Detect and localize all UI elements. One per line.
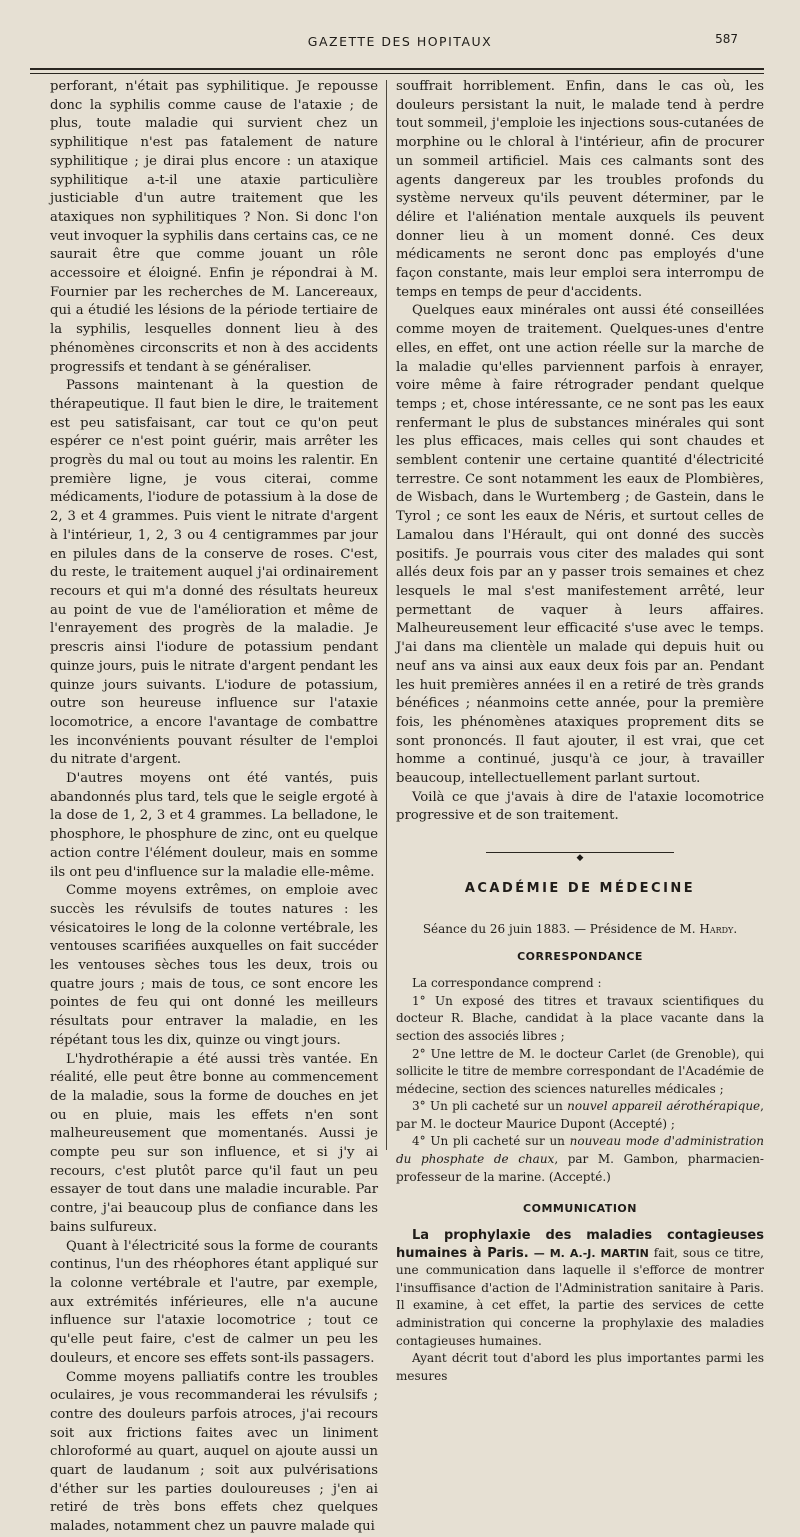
correspondance-intro: La correspondance comprend : bbox=[412, 976, 602, 991]
page-number: 587 bbox=[715, 32, 738, 46]
paragraph: Passons maintenant à la question de thérapeutique. Il faut bien le dire, le traitement est peu satisfaisant, car tout ce qu'on peut espérer ce n'est point guérir, mais arrêter les progrès du mal ou tout au moins les ralentir. En première ligne, je vous citerai, comme médicaments, l'iodure de potassium à la dose de 2, 3 et 4 grammes. Puis vient le nitrate d'argent à l'intérieur, 1, 2, 3 ou 4 centigrammes par jour en pilules dans de la conserve de roses. C'est, du reste, le traitement auquel j'ai ordinairement recours et qui m'a donné des résultats heureux au point de vue de l'amélioration et même de l'enrayement des progrès de la maladie. Je prescris ainsi l'iodure de potassium pendant quinze jours, puis le nitrate d'argent pendant les quinze jours suivants. L'iodure de potassium, outre son heureuse influence sur l'ataxie locomotrice, a encore l'avantage de combattre les inconvénients pouvant résulter de l'emploi du nitrate d'argent. bbox=[50, 378, 378, 768]
section-title: ACADÉMIE DE MÉDECINE bbox=[464, 881, 696, 897]
correspondance-item: 4° Un pli cacheté sur un nouveau mode d'administration du phosphate de chaux, par M. Gambon, pharmacien-professeur de la marine. (Accepté.) bbox=[396, 1134, 764, 1184]
communication-title: La prophylaxie des maladies contagieuses humaines à Paris. bbox=[396, 1227, 764, 1261]
paragraph: Voilà ce que j'avais à dire de l'ataxie locomotrice progressive et de son traitement. bbox=[396, 789, 764, 824]
right-column bbox=[396, 78, 764, 1383]
communication-author: — M. A.-J. MARTIN bbox=[528, 1246, 649, 1260]
communication-heading: COMMUNICATION bbox=[523, 1202, 637, 1216]
paragraph: perforant, n'était pas syphilitique. Je repousse donc la syphilis comme cause de l'ataxie ; de plus, toute maladie qui survient chez un syphilitique n'est pas fatalement de nature syphilitique ; je dirai plus encore : un ataxique syphilitique a-t-il une ataxie particulière justiciable d'un autre traitement que les ataxiques non syphilitiques ? Non. Si donc l'on veut invoquer la syphilis dans certains cas, ce ne saurait être que comme jouant un rôle accessoire et éloigné. Enfin je répondrai à M. Fournier par les recherches de M. Lancereaux, qui a étudié les lésions de la période tertiaire de la syphilis, lesquelles donnent lieu à des phénomènes circonscrits et non à des accidents progressifs et tendant à se généraliser. bbox=[50, 79, 378, 375]
left-column bbox=[50, 78, 378, 1535]
correspondance-heading: CORRESPONDANCE bbox=[517, 950, 643, 964]
diamond-ornament-icon: ◆ bbox=[574, 853, 587, 863]
paragraph: D'autres moyens ont été vantés, puis abandonnés plus tard, tels que le seigle ergoté à la dose de 1, 2, 3 et 4 grammes. La belladone, le phosphore, le phosphure de zinc, ont eu quelque action contre l'élément douleur, mais en somme ils ont peu d'influence sur la maladie elle-même. bbox=[50, 771, 378, 880]
page-header bbox=[30, 24, 770, 64]
president-name: Hardy bbox=[699, 921, 734, 936]
paragraph: souffrait horriblement. Enfin, dans le cas où, les douleurs persistant la nuit, le malade tend à perdre tout sommeil, j'emploie les injections sous-cutanées de morphine ou le chloral à l'intérieur, afin de procurer un sommeil artificiel. Mais ces calmants sont des agents dangereux par les troubles profonds du système nerveux qu'ils peuvent déterminer, par le délire et l'aliénation mentale auxquels ils peuvent donner lieu à un moment donné. Ces deux médicaments ne seront donc pas employés d'une façon constante, mais leur emploi sera interrompu de temps en temps de peur d'accidents. bbox=[396, 79, 764, 300]
running-title: GAZETTE DES HOPITAUX bbox=[307, 34, 493, 49]
seance-line: Séance du 26 juin 1883. — Présidence de M. Hardy. bbox=[422, 921, 738, 936]
header-rule-thin bbox=[30, 73, 764, 74]
communication-paragraph: La prophylaxie des maladies contagieuses humaines à Paris. — M. A.-J. MARTIN fait, sous ce titre, une communication dans laquelle il s'efforce de montrer l'insuffisance d'action de l'Administration sanitaire à Paris. Il examine, à cet effet, la partie des services de cette administration qui concerne la prophylaxie des maladies contagieuses humaines. bbox=[396, 1227, 764, 1348]
paragraph: Comme moyens extrêmes, on emploie avec succès les révulsifs de toutes natures : les vésicatoires le long de la colonne vertébrale, les ventouses scarifiées auxquelles on fait succéder les ventouses sèches tous les deux, trois ou quatre jours ; mais de tous, ce sont encore les pointes de feu qui ont donné les meilleurs résultats pour entraver la maladie, en les répétant tous les dix, quinze ou vingt jours. bbox=[50, 883, 378, 1048]
column-divider bbox=[386, 80, 387, 1150]
correspondance-item: 2° Une lettre de M. le docteur Carlet (de Grenoble), qui sollicite le titre de membre correspondant de l'Académie de médecine, section des sciences naturelles médicales ; bbox=[396, 1046, 764, 1096]
paragraph: L'hydrothérapie a été aussi très vantée. En réalité, elle peut être bonne au commencement de la maladie, sous la forme de douches en jet ou en pluie, mais les effets n'en sont malheureusement que momentanés. Aussi je compte peu sur son influence, et si j'y ai recours, c'est plutôt parce qu'il faut un peu essayer de tout dans une maladie incurable. Par contre, j'ai beaucoup plus de confiance dans les bains sulfureux. bbox=[50, 1051, 378, 1235]
ornament-divider bbox=[396, 848, 764, 864]
correspondance-item: 1° Un exposé des titres et travaux scientifiques du docteur R. Blache, candidat à la place vacante dans la section des associés libres ; bbox=[396, 993, 764, 1043]
paragraph: Ayant décrit tout d'abord les plus importantes parmi les mesures bbox=[396, 1351, 764, 1383]
paragraph: Comme moyens palliatifs contre les troubles oculaires, je vous recommanderai les révulsifs ; contre des douleurs parfois atroces, j'ai recours soit aux frictions faites avec un liniment chloroformé au quart, auquel on ajoute aussi un quart de laudanum ; soit aux pulvérisations d'éther sur les parties douloureuses ; j'en ai retiré de très bons effets chez quelques malades, notamment chez un pauvre malade qui bbox=[50, 1369, 378, 1535]
paragraph: Quant à l'électricité sous la forme de courants continus, l'un des rhéophores étant appliqué sur la colonne vertébrale et l'autre, par exemple, aux extrémités inférieures, elle n'a aucune influence sur l'ataxie locomotrice ; tout ce qu'elle peut faire, c'est de calmer un peu les douleurs, et encore ses effets sont-ils passagers. bbox=[50, 1238, 378, 1366]
correspondance-item: 3° Un pli cacheté sur un nouvel appareil aérothérapique, par M. le docteur Maurice Dupont (Accepté) ; bbox=[396, 1099, 764, 1131]
paragraph: Quelques eaux minérales ont aussi été conseillées comme moyen de traitement. Quelques-unes d'entre elles, en effet, ont une action réelle sur la marche de la maladie qu'elles parviennent parfois à enrayer, voire même à faire rétrograder pendant quelque temps ; et, chose intéressante, ce ne sont pas les eaux renfermant le plus de substances minérales qui sont les plus efficaces, mais celles qui sont chaudes et semblent contenir une certaine quantité d'électricité terrestre. Ce sont notamment les eaux de Plombières, de Wisbach, dans le Wurtemberg ; de Gastein, dans le Tyrol ; ce sont les eaux de Néris, et surtout celles de Lamalou dans l'Hérault, qui ont donné des succès positifs. Je pourrais vous citer des malades qui sont allés deux fois par an y passer trois semaines et chez lesquels le mal s'est manifestement arrêté, leur permettant de vaquer à leurs affaires. Malheureusement leur efficacité s'use avec le temps. J'ai dans ma clientèle un malade qui depuis huit ou neuf ans va ainsi aux eaux deux fois par an. Pendant les huit premières années il en a retiré de très grands bénéfices ; néanmoins cette année, pour la première fois, les phénomènes ataxiques proprement dits se sont prononcés. Il faut ajouter, il est vrai, que cet homme a continué, jusqu'à ce jour, à travailler beaucoup, intellectuellement parlant surtout. bbox=[396, 303, 764, 787]
header-rule bbox=[30, 68, 764, 70]
